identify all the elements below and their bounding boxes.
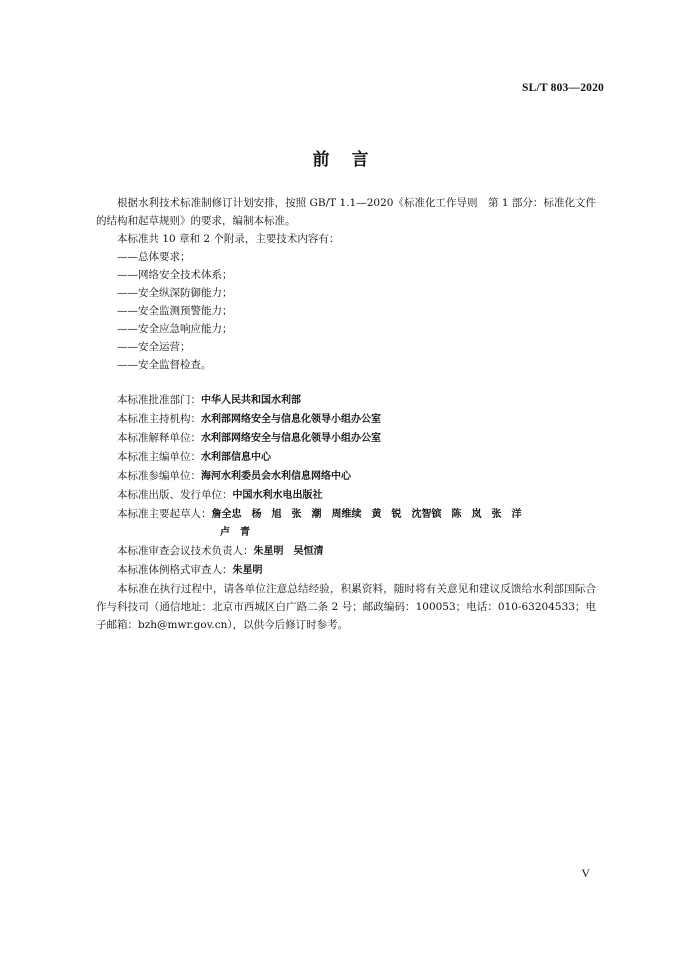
host-org-label: 本标准主持机构：: [117, 413, 201, 425]
content-item: ——总体要求；: [117, 251, 191, 263]
publisher-label: 本标准出版、发行单位：: [117, 489, 233, 501]
explain-unit-label: 本标准解释单位：: [117, 432, 201, 444]
intro-paragraph: 根据水利技术标准制修订计划安排，按照 GB/T 1.1—2020《标准化工作导则 第 1 部分：标准化文件的结构和起草规则》的要求，编制本标准。: [96, 197, 596, 227]
explain-unit-row: [96, 429, 596, 448]
drafters-value: 詹全忠 杨 旭 张 潮 周维续 黄 锐 沈智镔 陈 岚 张 洋: [211, 509, 522, 520]
format-reviewer-row: [96, 561, 596, 580]
approve-dept-row: [96, 391, 596, 410]
review-lead-row: [96, 542, 596, 561]
feedback-paragraph: 本标准在执行过程中，请各单位注意总结经验，积累资料，随时将有关意见和建议反馈给水利部国际合作与科技司（通信地址：北京市西城区白广路二条 2 号；邮政编码：100053；电话：010-63204533；电子邮箱：bzh@mwr.gov.cn），以供今后修订时参考。: [96, 583, 596, 631]
participate-unit-value: 海河水利委员会水利信息网络中心: [201, 471, 351, 482]
review-lead-value: 朱星明 吴恒清: [253, 546, 324, 557]
publisher-row: [96, 486, 596, 505]
approve-dept-value: 中华人民共和国水利部: [201, 395, 301, 406]
host-org-value: 水利部网络安全与信息化领导小组办公室: [201, 414, 381, 425]
format-reviewer-label: 本标准体例格式审查人：: [117, 564, 233, 576]
approve-dept-label: 本标准批准部门：: [117, 394, 201, 406]
title-char-2: 言: [351, 150, 369, 170]
drafters-continued: 卢 青: [220, 527, 250, 538]
drafters-label: 本标准主要起草人：: [117, 508, 212, 520]
chief-unit-row: [96, 448, 596, 467]
content-item: ——安全监测预警能力；: [117, 305, 233, 317]
content-item: ——网络安全技术体系；: [117, 269, 233, 281]
content-item: ——安全应急响应能力；: [117, 323, 233, 335]
page-title: [0, 145, 681, 170]
participate-unit-label: 本标准参编单位：: [117, 470, 201, 482]
format-reviewer-value: 朱星明: [232, 565, 263, 576]
review-lead-label: 本标准审查会议技术负责人：: [117, 545, 254, 557]
participate-unit-row: [96, 467, 596, 486]
chief-unit-value: 水利部信息中心: [201, 452, 271, 463]
host-org-row: [96, 410, 596, 429]
content-item: ——安全监督检查。: [117, 359, 212, 371]
page-number: V: [581, 866, 590, 880]
publisher-value: 中国水利水电出版社: [232, 490, 323, 501]
chief-unit-label: 本标准主编单位：: [117, 451, 201, 463]
explain-unit-value: 水利部网络安全与信息化领导小组办公室: [201, 433, 381, 444]
content-item: ——安全纵深防御能力；: [117, 287, 233, 299]
drafters-row: [96, 505, 596, 524]
foreword-body: [96, 194, 596, 634]
standard-code: SL/T 803—2020: [522, 82, 604, 94]
contents-intro: 本标准共 10 章和 2 个附录，主要技术内容有：: [117, 233, 340, 245]
content-item: ——安全运营；: [117, 341, 191, 353]
title-char-1: 前: [312, 150, 330, 170]
